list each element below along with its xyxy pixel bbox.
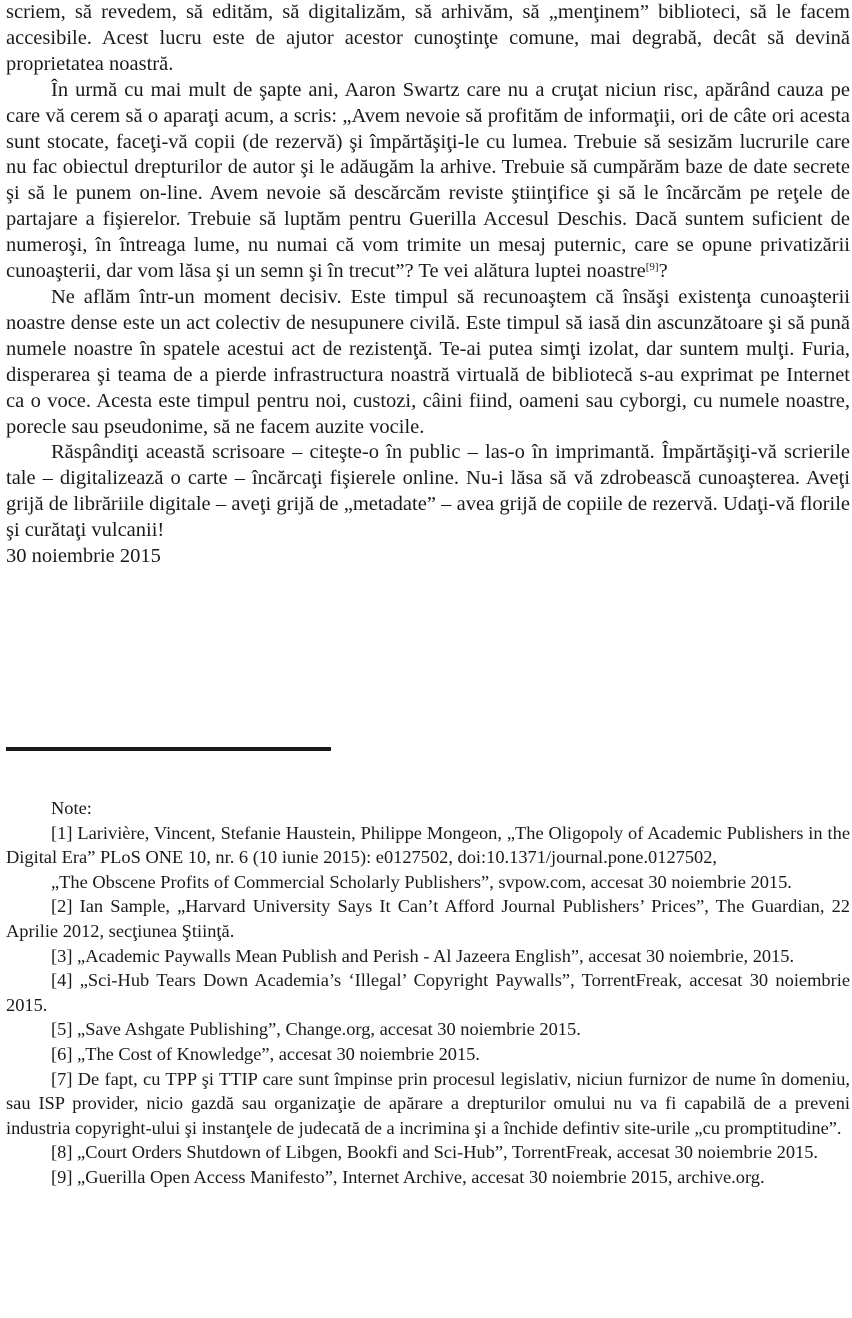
note-item: „The Obscene Profits of Commercial Scholarly Publishers”, svpow.com, accesat 30 noiembrie 2015. (51, 871, 792, 892)
paragraph-2-end: ? (658, 260, 668, 283)
body-text (6, 0, 850, 570)
date-line: 30 noiembrie 2015 (6, 545, 161, 568)
paragraph-2 (6, 78, 850, 285)
note-item: [7] De fapt, cu TPP şi TTIP care sunt împinse prin procesul legislativ, niciun furnizor de nume în domeniu, sau ISP provider, nicio gazdă sau organizaţie de apărare a drepturilor omului nu va fi capabilă de a preveni industria copyright-ului şi instanţele de judecată de a incrimina şi a închide defintiv site-urile „cu promptitudine”. (6, 1068, 850, 1138)
footnote-ref-9[interactable]: [9] (645, 261, 659, 274)
paragraph-4: Răspândiţi această scrisoare – citeşte-o în public – las-o în imprimantă. Împărtăşiţi-vă scrierile tale – digitalizează o carte – încărcaţi fişierele online. Nu-i lăsa să vă zdrobească cunoaşterea. Aveţi grijă de librăriile digitale – aveţi grijă de „metadate” – avea grijă de copiile de rezervă. Udaţi-vă florile şi curătaţi vulcanii! (6, 441, 850, 542)
note-item: [9] „Guerilla Open Access Manifesto”, Internet Archive, accesat 30 noiembrie 2015, archive.org. (51, 1166, 765, 1187)
notes-heading: Note: (51, 798, 92, 818)
footnote-separator (6, 747, 331, 751)
note-item: [4] „Sci-Hub Tears Down Academia’s ‘Illegal’ Copyright Paywalls”, TorrentFreak, accesat 30 noiembrie 2015. (6, 970, 850, 1015)
note-item: [6] „The Cost of Knowledge”, accesat 30 noiembrie 2015. (51, 1043, 480, 1064)
paragraph-2-text: În urmă cu mai mult de şapte ani, Aaron Swartz care nu a cruţat niciun risc, apărând cauza pe care vă cerem să o aparaţi acum, a scris: „Avem nevoie să profităm de informaţii, ori de câte ori acesta sunt stocate, faceţi-vă copii (de rezervă) şi împărtăşiţi-le cu lumea. Trebuie să sesizăm lucrurile care nu fac obiectul drepturilor de autor şi le adăugăm la arhive. Trebuie să cumpărăm baze de date secrete şi să le punem on-line. Avem nevoie să descărcăm reviste ştiinţifice şi să le încărcăm pe reţele de partajare a fişierelor. Trebuie să luptăm pentru Guerilla Accesul Deschis. Dacă suntem suficient de numeroşi, în întreaga lume, nu numai că vom trimite un mesaj puternic, care se opune privatizării cunoaşterii, dar vom lăsa şi un semn şi în trecut”? Te vei alătura luptei noastre (6, 78, 850, 283)
document-page (6, 0, 850, 570)
notes-section (6, 796, 850, 1190)
paragraph-1: scriem, să revedem, să edităm, să digitalizăm, să arhivăm, să „menţinem” biblioteci, să le facem accesibile. Acest lucru este de ajutor acestor cunoştinţe comune, mai degrabă, decât să devină proprietatea noastră. (6, 1, 850, 75)
note-item: [1] Larivière, Vincent, Stefanie Haustein, Philippe Mongeon, „The Oligopoly of Academic Publishers in the Digital Era” PLoS ONE 10, nr. 6 (10 iunie 2015): e0127502, doi:10.1371/journal.pone.0127502, (6, 822, 850, 868)
note-item: [5] „Save Ashgate Publishing”, Change.org, accesat 30 noiembrie 2015. (51, 1019, 581, 1040)
note-item: [8] „Court Orders Shutdown of Libgen, Bookfi and Sci-Hub”, TorrentFreak, accesat 30 noiembrie 2015. (51, 1142, 819, 1163)
note-item: [2] Ian Sample, „Harvard University Says It Can’t Afford Journal Publishers’ Prices”, The Guardian, 22 Aprilie 2012, secţiunea Ştiinţă. (6, 896, 850, 941)
note-item: [3] „Academic Paywalls Mean Publish and Perish - Al Jazeera English”, accesat 30 noiembrie, 2015. (51, 945, 795, 966)
paragraph-3: Ne aflăm într-un moment decisiv. Este timpul să recunoaştem că însăşi existenţa cunoaşterii noastre dense este un act colectiv de nesupunere civilă. Este timpul să iasă din ascunzătoare şi să pună numele noastre în spatele acestui act de rezistenţă. Te-ai putea simţi izolat, dar suntem mulţi. Furia, disperarea şi teama de a pierde infrastructura noastră virtuală de bibliotecă s-au exprimat pe Internet ca o voce. Acesta este timpul pentru noi, custozi, câini fiind, oameni sau cyborgi, cu numele noastre, porecle sau pseudonime, să ne facem auzite vocile. (6, 285, 850, 438)
